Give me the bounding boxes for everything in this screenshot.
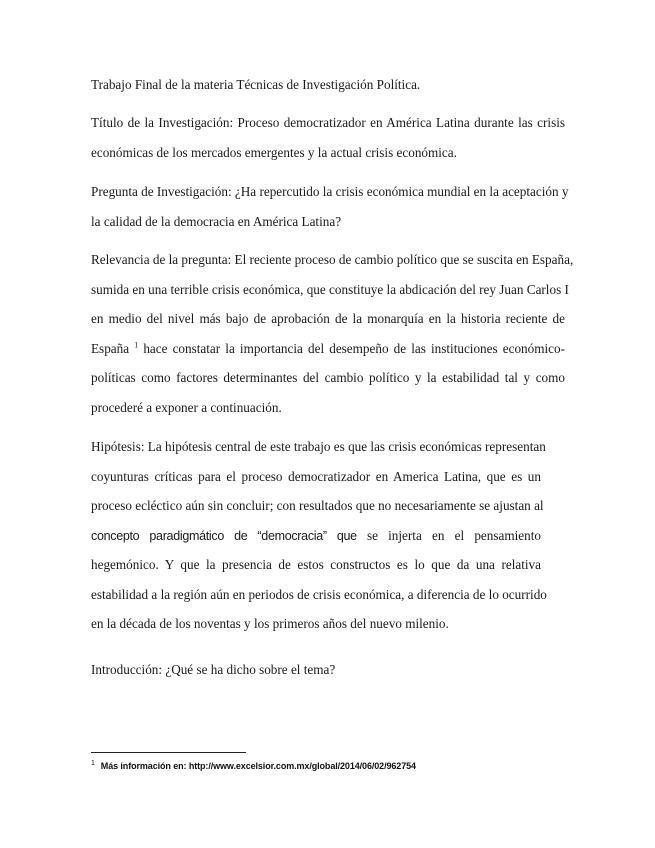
hipotesis-line-2: coyunturas críticas para el proceso democratizador en America Latina, que es un	[91, 468, 541, 484]
hipotesis-line-7: en la década de los noventas y los primeros años del nuevo milenio.	[91, 616, 449, 631]
relevancia-line-3: en medio del nivel más bajo de aprobación de la monarquía en la historia reciente de	[91, 311, 565, 326]
relevancia-paragraph	[91, 250, 574, 427]
relevancia-line-4	[91, 339, 565, 369]
relevancia-line-1: Relevancia de la pregunta: El reciente proceso de cambio político que se suscita en España,	[91, 252, 574, 267]
hipotesis-line-4	[91, 526, 541, 556]
hipotesis-paragraph	[91, 437, 547, 644]
introduccion-line: Introducción: ¿Qué se ha dicho sobre el tema?	[91, 662, 336, 677]
document-heading	[91, 75, 565, 105]
hipotesis-line-4-rest: se injerta en el pensamiento	[356, 527, 541, 543]
relevancia-line-2: sumida en una terrible crisis económica, que constituye la abdicación del rey Juan Carlos I	[91, 281, 569, 297]
relevancia-line-4-pre: España	[91, 340, 130, 356]
relevancia-line-4-post: hace constatar la importancia del desempeño de las instituciones económico-	[138, 340, 565, 356]
hipotesis-line-4-concept: concepto paradigmático de “democracia” que	[91, 528, 357, 543]
footnote-label: Más información en:	[100, 761, 187, 771]
hipotesis-line-6: estabilidad a la región aún en periodos de crisis económica, a diferencia de lo ocurrido	[91, 586, 547, 602]
introduccion-paragraph	[91, 660, 565, 690]
titulo-line-2: económicas de los mercados emergentes y la actual crisis económica.	[91, 144, 457, 160]
hipotesis-line-5: hegemónico. Y que la presencia de estos constructos es lo que da una relativa	[91, 557, 541, 572]
footnote-separator	[91, 752, 246, 753]
heading-line: Trabajo Final de la materia Técnicas de Investigación Política.	[91, 77, 421, 92]
relevancia-line-5: políticas como factores determinantes del cambio político y la estabilidad tal y como	[91, 370, 565, 385]
hipotesis-line-3: proceso ecléctico aún sin concluir; con resultados que no necesariamente se ajustan al	[91, 498, 544, 513]
relevancia-line-6: procederé a exponer a continuación.	[91, 399, 282, 415]
pregunta-line-1: Pregunta de Investigación: ¿Ha repercutido la crisis económica mundial en la aceptación y	[91, 184, 569, 199]
footnote	[91, 760, 416, 771]
titulo-line-1: Título de la Investigación: Proceso democratizador en América Latina durante las crisis	[91, 115, 565, 130]
titulo-paragraph	[91, 113, 565, 172]
pregunta-line-2: la calidad de la democracia en América Latina?	[91, 213, 342, 229]
footnote-link[interactable]: http://www.excelsior.com.mx/global/2014/06/02/962754	[188, 761, 416, 771]
pregunta-paragraph	[91, 182, 569, 241]
footnote-mark: 1	[91, 760, 95, 767]
hipotesis-line-1: Hipótesis: La hipótesis central de este trabajo es que las crisis económicas representan	[91, 439, 546, 454]
footnote-reference: 1	[134, 340, 139, 350]
